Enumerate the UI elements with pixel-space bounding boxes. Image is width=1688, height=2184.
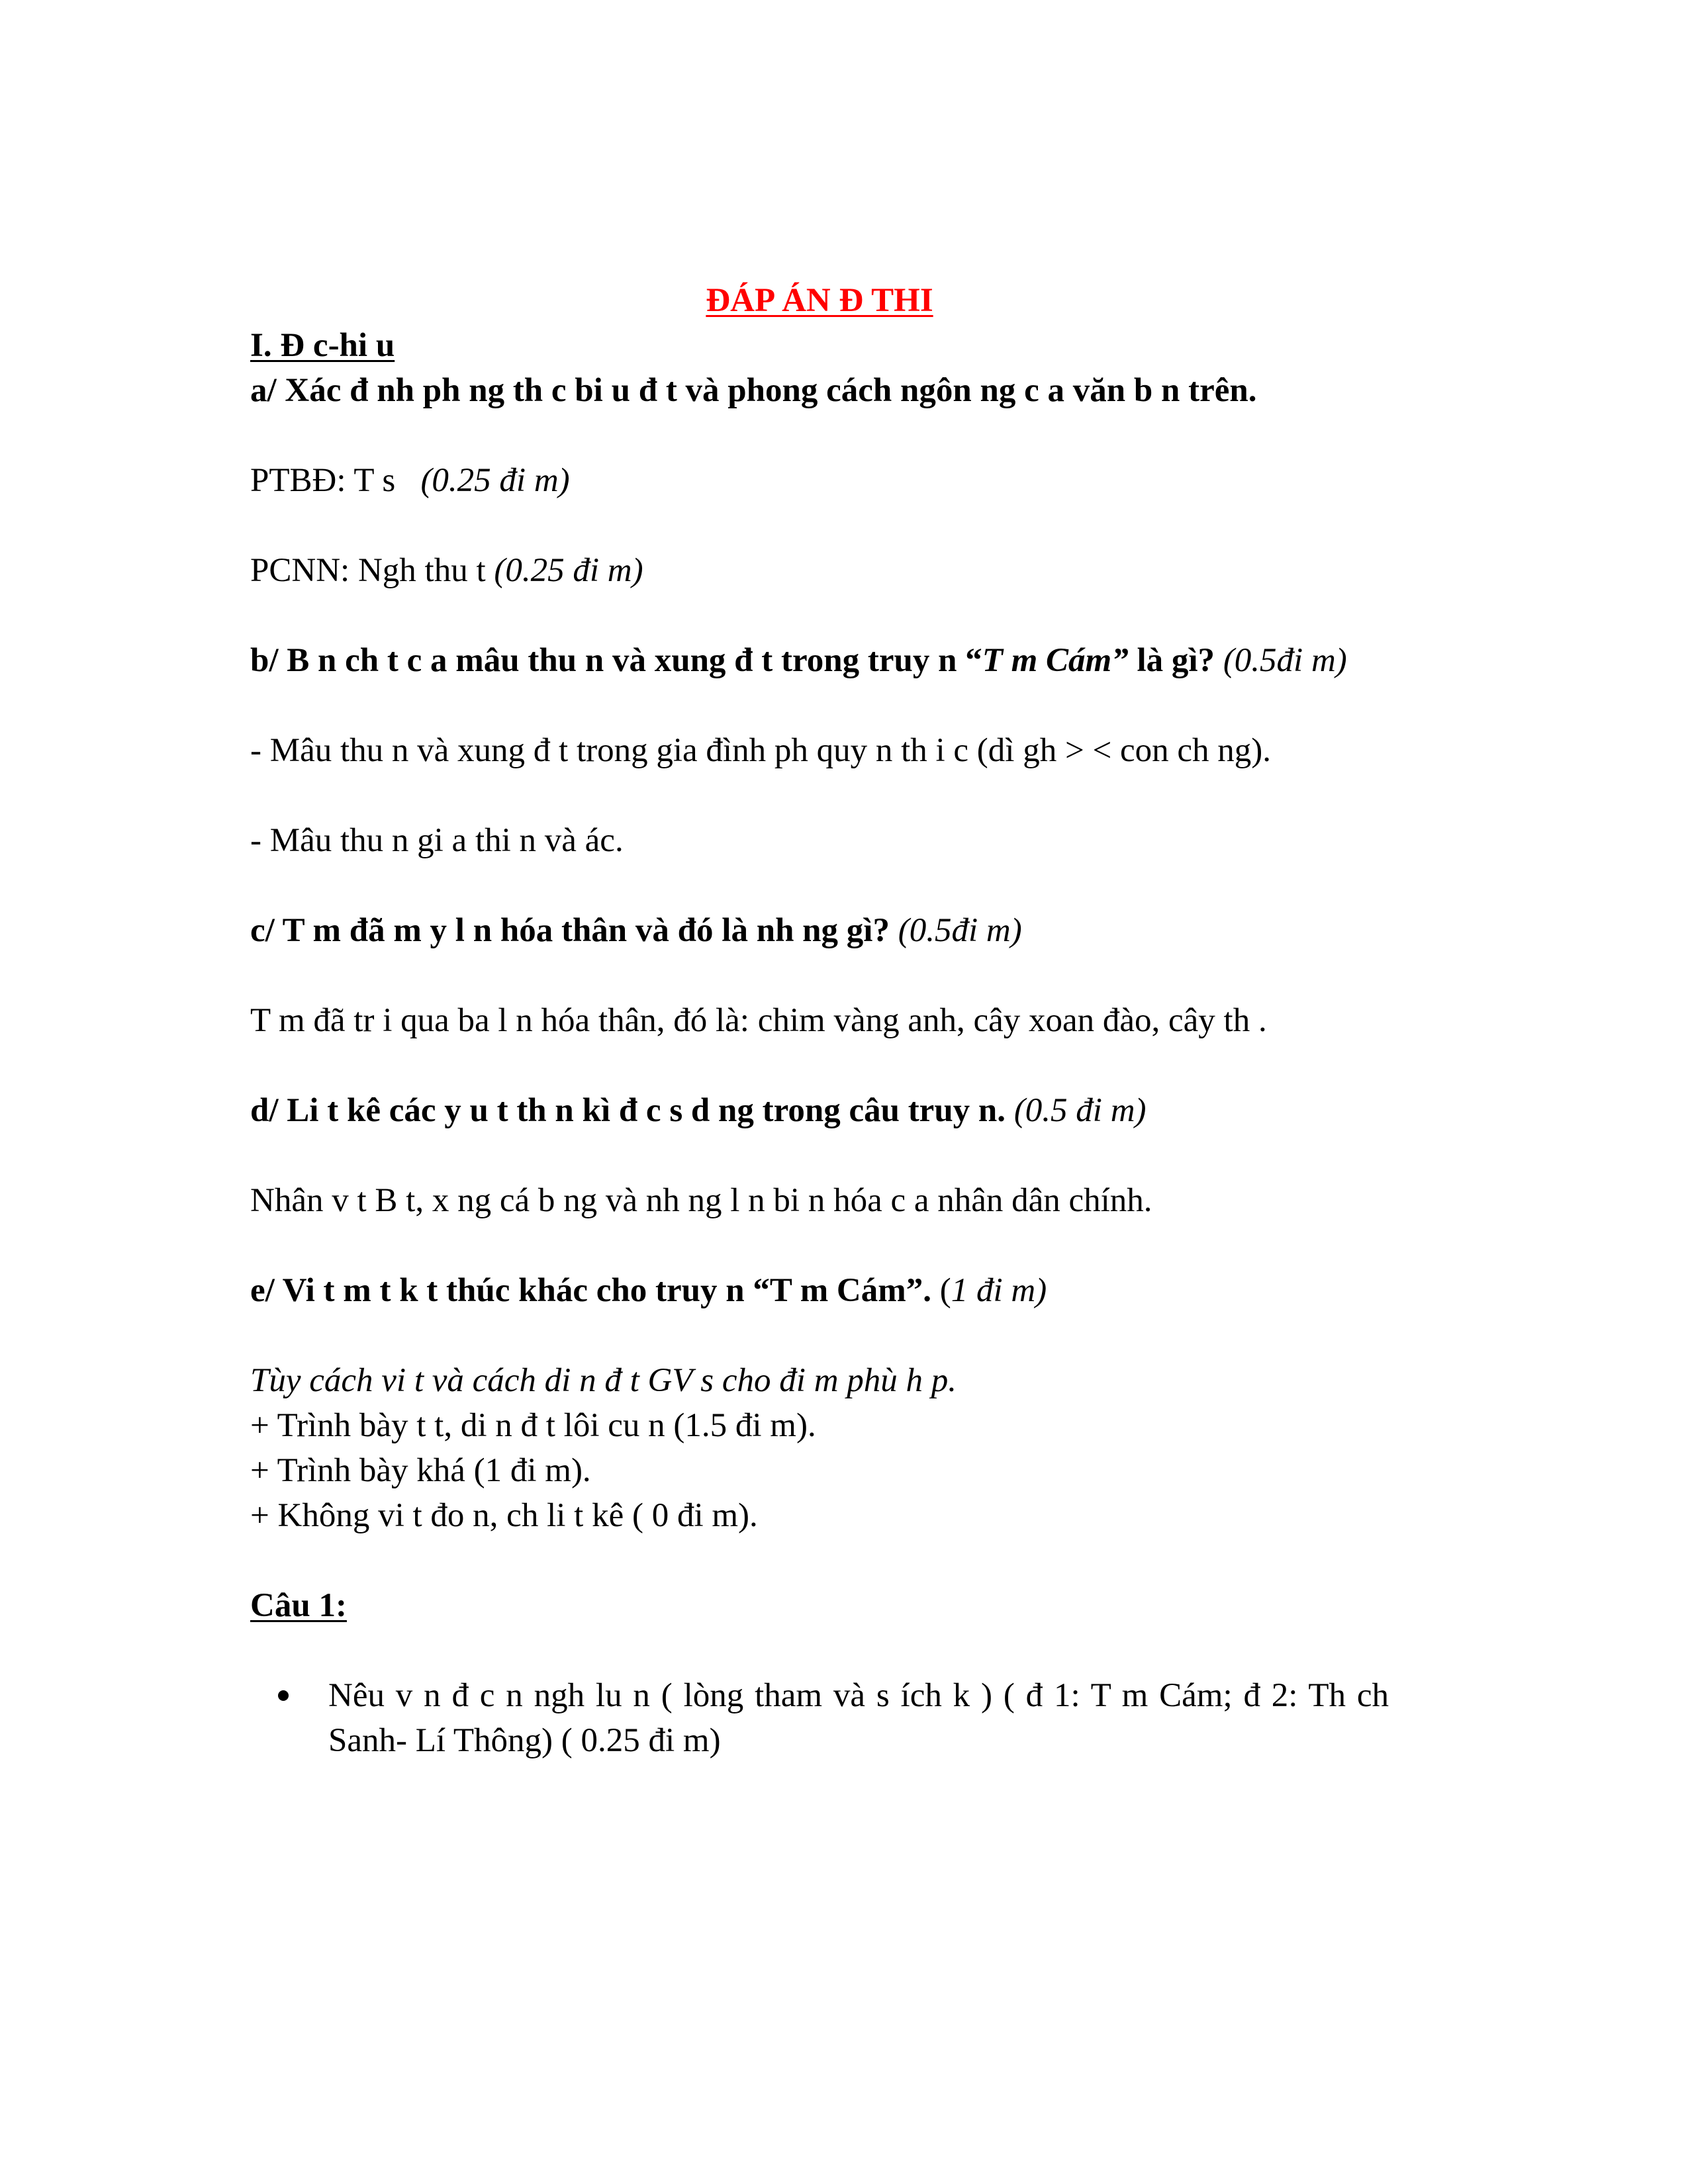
score-e: 1 đi m) xyxy=(951,1272,1047,1309)
answer-e-item: + Trình bày khá (1 đi m). xyxy=(250,1452,591,1489)
answer-d: Nhân v t B t, x ng cá b ng và nh ng l n bi n hóa c a nhân dân chính. xyxy=(250,1182,1152,1219)
score-b: (0.5đi m) xyxy=(1223,642,1347,679)
question-c: c/ T m đã m y l n hóa thân và đó là nh ng gì? (0.5đi m) xyxy=(250,912,1022,949)
answer-e-item: + Trình bày t t, di n đ t lôi cu n (1.5 đi m). xyxy=(250,1407,816,1444)
answer-c: T m đã tr i qua ba l n hóa thân, đó là: chim vàng anh, cây xoan đào, cây th . xyxy=(250,1002,1267,1039)
question-d: d/ Li t kê các y u t th n kì đ c s d ng trong câu truy n. (0.5 đi m) xyxy=(250,1092,1147,1129)
list-item: Nêu v n đ c n ngh lu n ( lòng tham và s ích k ) ( đ 1: T m Cám; đ 2: Th ch Sanh- Lí Thông) ( 0.25 đi m) xyxy=(250,1673,1389,1763)
answer-b-2: - Mâu thu n gi a thi n và ác. xyxy=(250,822,624,859)
bullet-icon xyxy=(278,1690,289,1701)
answer-b-1: - Mâu thu n và xung đ t trong gia đình ph quy n th i c (dì gh > < con ch ng). xyxy=(250,732,1271,769)
answer-e-item: + Không vi t đo n, ch li t kê ( 0 đi m). xyxy=(250,1497,758,1534)
answer-e-intro: Tùy cách vi t và cách di n đ t GV s cho đi m phù h p. xyxy=(250,1362,957,1399)
question-b: b/ B n ch t c a mâu thu n và xung đ t trong truy n “T m Cám” là gì? (0.5đi m) xyxy=(250,642,1347,679)
section-heading-doc-hieu: I. Đ c-hi u xyxy=(250,327,395,364)
score-pcnn: (0.25 đi m) xyxy=(494,552,643,589)
answer-ptbd: PTBĐ: T s (0.25 đi m) xyxy=(250,462,570,499)
score-d: (0.5 đi m) xyxy=(1013,1092,1147,1129)
question-a: a/ Xác đ nh ph ng th c bi u đ t và phong cách ngôn ng c a văn b n trên. xyxy=(250,372,1257,409)
score-ptbd: (0.25 đi m) xyxy=(420,462,570,499)
answer-pcnn: PCNN: Ngh thu t (0.25 đi m) xyxy=(250,552,643,589)
document-title: ĐÁP ÁN Đ THI xyxy=(706,282,933,319)
document-page xyxy=(250,278,1389,1763)
cau-1-bullet-list xyxy=(250,1673,1389,1763)
question-e: e/ Vi t m t k t thúc khác cho truy n “T m Cám”. (1 đi m) xyxy=(250,1272,1047,1309)
section-heading-cau-1: Câu 1: xyxy=(250,1587,347,1624)
score-c: (0.5đi m) xyxy=(898,912,1022,949)
